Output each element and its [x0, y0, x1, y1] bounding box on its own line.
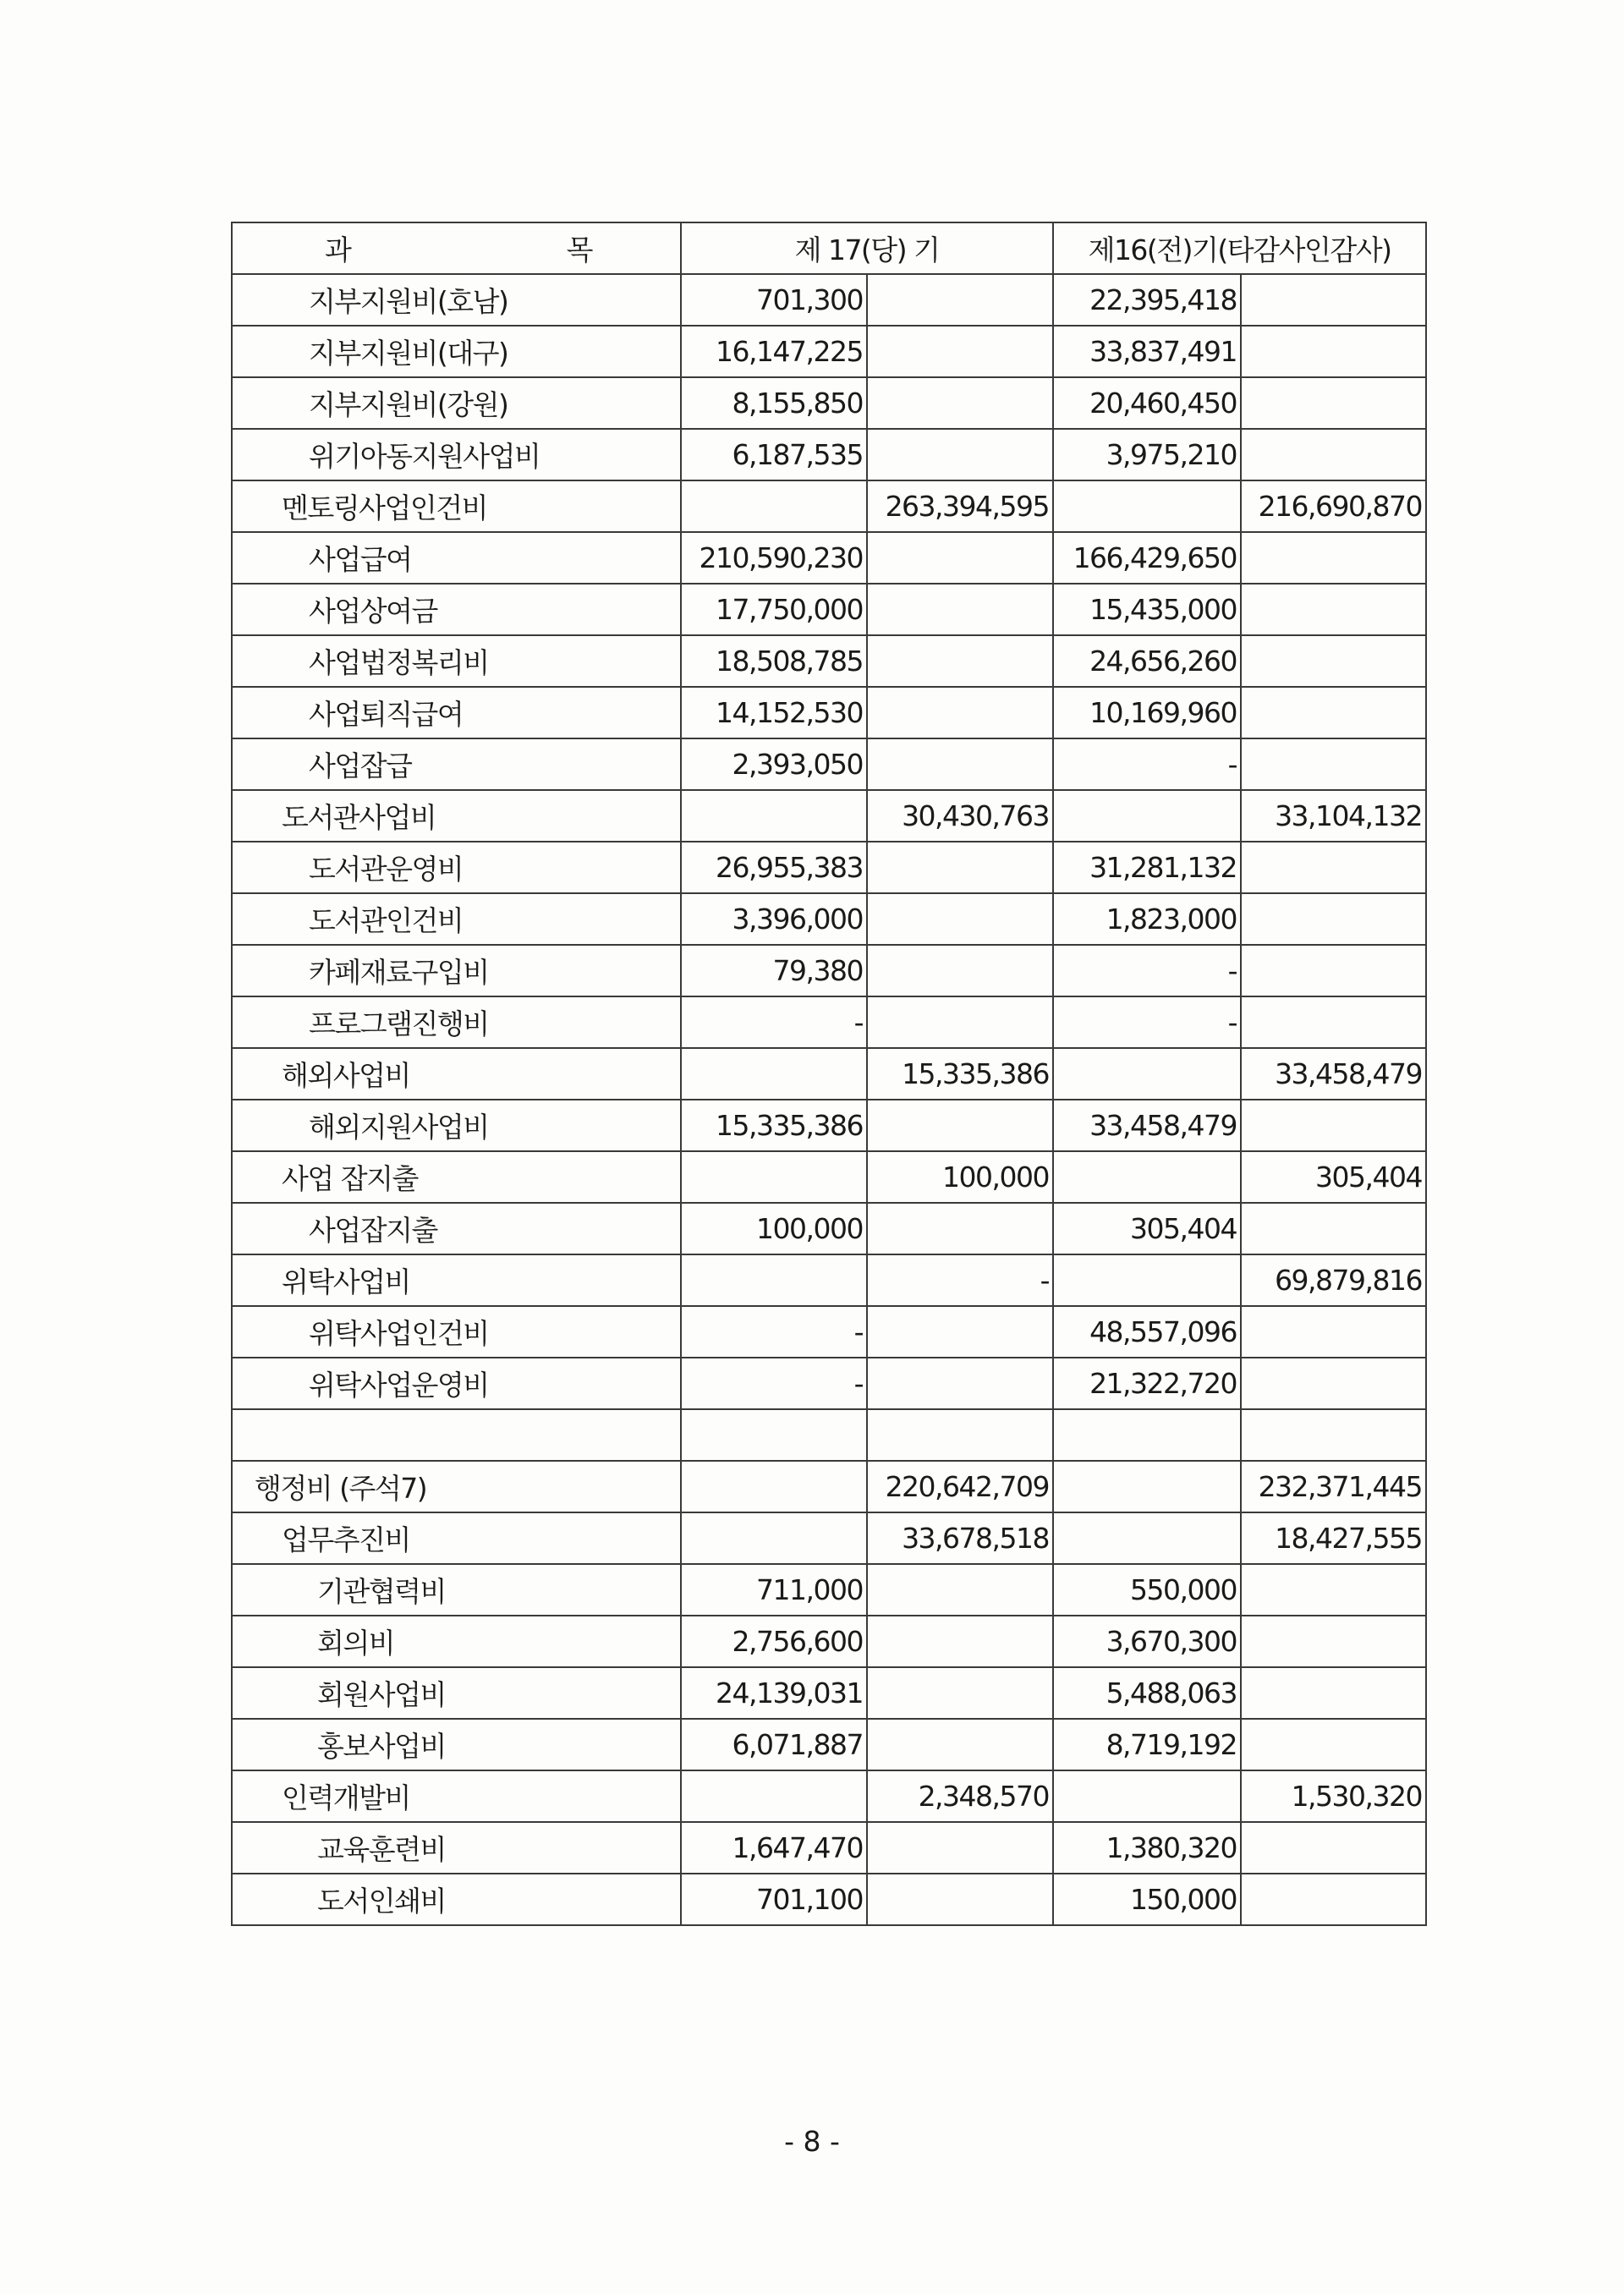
current-detail-amount: 6,187,535 — [681, 429, 867, 480]
table-row — [232, 893, 1426, 945]
row-subject: 교육훈련비 — [232, 1822, 681, 1874]
previous-detail-amount: - — [1053, 738, 1241, 790]
header-subject-left: 과 — [325, 233, 351, 266]
previous-total-amount: 18,427,555 — [1241, 1512, 1426, 1564]
current-total-amount: 263,394,595 — [867, 480, 1053, 532]
previous-detail-amount — [1053, 1770, 1241, 1822]
row-subject: 홍보사업비 — [232, 1719, 681, 1770]
previous-total-amount — [1241, 1564, 1426, 1616]
previous-detail-amount: 31,281,132 — [1053, 842, 1241, 893]
table-row — [232, 1100, 1426, 1151]
previous-detail-amount: 550,000 — [1053, 1564, 1241, 1616]
current-detail-amount: 8,155,850 — [681, 377, 867, 429]
table-row — [232, 1409, 1426, 1461]
table-row — [232, 584, 1426, 635]
previous-detail-amount — [1053, 480, 1241, 532]
previous-total-amount — [1241, 1409, 1426, 1461]
current-detail-amount: 2,393,050 — [681, 738, 867, 790]
current-total-amount — [867, 1874, 1053, 1925]
financial-statement-table — [231, 222, 1427, 1926]
current-detail-amount — [681, 790, 867, 842]
row-subject — [232, 1409, 681, 1461]
previous-total-amount: 69,879,816 — [1241, 1254, 1426, 1306]
current-total-amount — [867, 377, 1053, 429]
previous-total-amount — [1241, 738, 1426, 790]
previous-total-amount — [1241, 377, 1426, 429]
current-total-amount: 100,000 — [867, 1151, 1053, 1203]
previous-total-amount: 216,690,870 — [1241, 480, 1426, 532]
current-detail-amount — [681, 1770, 867, 1822]
table-header-row — [232, 222, 1426, 274]
table-row — [232, 1461, 1426, 1512]
previous-detail-amount: 8,719,192 — [1053, 1719, 1241, 1770]
current-detail-amount — [681, 1151, 867, 1203]
current-total-amount — [867, 532, 1053, 584]
row-subject: 카페재료구입비 — [232, 945, 681, 996]
current-total-amount: - — [867, 1254, 1053, 1306]
row-subject: 위기아동지원사업비 — [232, 429, 681, 480]
current-detail-amount: - — [681, 996, 867, 1048]
previous-total-amount — [1241, 1874, 1426, 1925]
table-row — [232, 1151, 1426, 1203]
row-subject: 사업상여금 — [232, 584, 681, 635]
row-subject: 위탁사업비 — [232, 1254, 681, 1306]
current-total-amount — [867, 738, 1053, 790]
current-detail-amount — [681, 1048, 867, 1100]
table-row — [232, 429, 1426, 480]
current-detail-amount: 711,000 — [681, 1564, 867, 1616]
previous-total-amount — [1241, 893, 1426, 945]
previous-detail-amount: 3,975,210 — [1053, 429, 1241, 480]
row-subject: 사업법정복리비 — [232, 635, 681, 687]
previous-detail-amount: 305,404 — [1053, 1203, 1241, 1254]
row-subject: 프로그램진행비 — [232, 996, 681, 1048]
previous-detail-amount — [1053, 1409, 1241, 1461]
row-subject: 업무추진비 — [232, 1512, 681, 1564]
previous-total-amount: 305,404 — [1241, 1151, 1426, 1203]
row-subject: 도서관운영비 — [232, 842, 681, 893]
table-body — [232, 274, 1426, 1925]
previous-detail-amount: 48,557,096 — [1053, 1306, 1241, 1358]
previous-total-amount — [1241, 687, 1426, 738]
row-subject: 도서인쇄비 — [232, 1874, 681, 1925]
header-previous-period: 제16(전)기(타감사인감사) — [1053, 222, 1426, 274]
row-subject: 사업퇴직급여 — [232, 687, 681, 738]
current-total-amount — [867, 1616, 1053, 1667]
previous-detail-amount: 24,656,260 — [1053, 635, 1241, 687]
previous-total-amount — [1241, 584, 1426, 635]
current-total-amount — [867, 842, 1053, 893]
page-number: - 8 - — [784, 2125, 840, 2158]
current-total-amount: 2,348,570 — [867, 1770, 1053, 1822]
previous-detail-amount: 33,458,479 — [1053, 1100, 1241, 1151]
previous-detail-amount: 20,460,450 — [1053, 377, 1241, 429]
previous-total-amount — [1241, 945, 1426, 996]
row-subject: 사업잡급 — [232, 738, 681, 790]
current-detail-amount — [681, 1409, 867, 1461]
current-detail-amount: 701,100 — [681, 1874, 867, 1925]
table-row — [232, 842, 1426, 893]
current-total-amount — [867, 584, 1053, 635]
previous-detail-amount: 3,670,300 — [1053, 1616, 1241, 1667]
table-row — [232, 532, 1426, 584]
current-detail-amount: - — [681, 1306, 867, 1358]
table-row — [232, 1564, 1426, 1616]
current-total-amount — [867, 326, 1053, 377]
current-detail-amount — [681, 480, 867, 532]
row-subject: 멘토링사업인건비 — [232, 480, 681, 532]
previous-detail-amount: 166,429,650 — [1053, 532, 1241, 584]
previous-detail-amount — [1053, 1461, 1241, 1512]
table-row — [232, 1306, 1426, 1358]
previous-total-amount — [1241, 1100, 1426, 1151]
row-subject: 해외지원사업비 — [232, 1100, 681, 1151]
previous-detail-amount — [1053, 1048, 1241, 1100]
current-total-amount — [867, 1667, 1053, 1719]
previous-total-amount — [1241, 326, 1426, 377]
current-total-amount — [867, 429, 1053, 480]
previous-total-amount — [1241, 1719, 1426, 1770]
current-total-amount — [867, 893, 1053, 945]
current-detail-amount: 6,071,887 — [681, 1719, 867, 1770]
current-detail-amount: 16,147,225 — [681, 326, 867, 377]
row-subject: 인력개발비 — [232, 1770, 681, 1822]
header-subject-right: 목 — [566, 233, 592, 266]
previous-detail-amount: 15,435,000 — [1053, 584, 1241, 635]
row-subject: 회의비 — [232, 1616, 681, 1667]
table-row — [232, 1254, 1426, 1306]
previous-detail-amount: - — [1053, 945, 1241, 996]
table-row — [232, 687, 1426, 738]
previous-total-amount — [1241, 635, 1426, 687]
current-total-amount: 30,430,763 — [867, 790, 1053, 842]
row-subject: 도서관사업비 — [232, 790, 681, 842]
table-row — [232, 1203, 1426, 1254]
current-detail-amount: 17,750,000 — [681, 584, 867, 635]
current-detail-amount: 3,396,000 — [681, 893, 867, 945]
previous-total-amount — [1241, 1667, 1426, 1719]
current-total-amount — [867, 1409, 1053, 1461]
previous-detail-amount: 1,823,000 — [1053, 893, 1241, 945]
row-subject: 위탁사업운영비 — [232, 1358, 681, 1409]
previous-total-amount: 33,458,479 — [1241, 1048, 1426, 1100]
current-detail-amount: 26,955,383 — [681, 842, 867, 893]
current-detail-amount: 2,756,600 — [681, 1616, 867, 1667]
previous-detail-amount: 33,837,491 — [1053, 326, 1241, 377]
previous-detail-amount: 22,395,418 — [1053, 274, 1241, 326]
previous-detail-amount — [1053, 1151, 1241, 1203]
row-subject: 회원사업비 — [232, 1667, 681, 1719]
previous-total-amount — [1241, 274, 1426, 326]
table-row — [232, 326, 1426, 377]
table-row — [232, 1667, 1426, 1719]
row-subject: 지부지원비(호남) — [232, 274, 681, 326]
row-subject: 지부지원비(강원) — [232, 377, 681, 429]
row-subject: 사업잡지출 — [232, 1203, 681, 1254]
current-detail-amount: 1,647,470 — [681, 1822, 867, 1874]
current-total-amount — [867, 635, 1053, 687]
current-total-amount — [867, 1306, 1053, 1358]
current-detail-amount: 18,508,785 — [681, 635, 867, 687]
current-detail-amount — [681, 1254, 867, 1306]
table-row — [232, 1048, 1426, 1100]
table-row — [232, 1770, 1426, 1822]
current-total-amount — [867, 1100, 1053, 1151]
table-row — [232, 790, 1426, 842]
current-detail-amount — [681, 1461, 867, 1512]
table-row — [232, 945, 1426, 996]
previous-detail-amount: 21,322,720 — [1053, 1358, 1241, 1409]
previous-total-amount: 1,530,320 — [1241, 1770, 1426, 1822]
current-total-amount — [867, 274, 1053, 326]
current-total-amount: 220,642,709 — [867, 1461, 1053, 1512]
previous-total-amount — [1241, 1203, 1426, 1254]
row-subject: 위탁사업인건비 — [232, 1306, 681, 1358]
current-total-amount: 15,335,386 — [867, 1048, 1053, 1100]
current-total-amount — [867, 1203, 1053, 1254]
row-subject: 사업 잡지출 — [232, 1151, 681, 1203]
header-current-period: 제 17(당) 기 — [681, 222, 1053, 274]
previous-total-amount — [1241, 1358, 1426, 1409]
current-total-amount — [867, 1358, 1053, 1409]
current-detail-amount: 24,139,031 — [681, 1667, 867, 1719]
table-row — [232, 1512, 1426, 1564]
table-row — [232, 1719, 1426, 1770]
previous-total-amount — [1241, 532, 1426, 584]
current-detail-amount: 79,380 — [681, 945, 867, 996]
previous-total-amount — [1241, 429, 1426, 480]
previous-detail-amount — [1053, 1512, 1241, 1564]
previous-detail-amount: - — [1053, 996, 1241, 1048]
row-subject: 지부지원비(대구) — [232, 326, 681, 377]
previous-total-amount: 232,371,445 — [1241, 1461, 1426, 1512]
current-detail-amount — [681, 1512, 867, 1564]
table-row — [232, 996, 1426, 1048]
current-total-amount — [867, 945, 1053, 996]
row-subject: 사업급여 — [232, 532, 681, 584]
current-total-amount — [867, 1719, 1053, 1770]
table-row — [232, 738, 1426, 790]
previous-total-amount — [1241, 1616, 1426, 1667]
previous-total-amount — [1241, 1306, 1426, 1358]
table-row — [232, 1616, 1426, 1667]
previous-detail-amount: 10,169,960 — [1053, 687, 1241, 738]
table-row — [232, 1874, 1426, 1925]
previous-detail-amount: 5,488,063 — [1053, 1667, 1241, 1719]
previous-detail-amount — [1053, 790, 1241, 842]
table-row — [232, 377, 1426, 429]
current-total-amount — [867, 1564, 1053, 1616]
table-row — [232, 480, 1426, 532]
current-total-amount — [867, 687, 1053, 738]
row-subject: 해외사업비 — [232, 1048, 681, 1100]
previous-detail-amount: 1,380,320 — [1053, 1822, 1241, 1874]
current-detail-amount: 14,152,530 — [681, 687, 867, 738]
current-detail-amount: 15,335,386 — [681, 1100, 867, 1151]
header-subject — [232, 222, 681, 274]
row-subject: 행정비 (주석7) — [232, 1461, 681, 1512]
row-subject: 도서관인건비 — [232, 893, 681, 945]
previous-detail-amount: 150,000 — [1053, 1874, 1241, 1925]
previous-total-amount — [1241, 1822, 1426, 1874]
previous-total-amount — [1241, 996, 1426, 1048]
current-detail-amount: - — [681, 1358, 867, 1409]
current-total-amount: 33,678,518 — [867, 1512, 1053, 1564]
table-row — [232, 274, 1426, 326]
current-detail-amount: 701,300 — [681, 274, 867, 326]
previous-total-amount — [1241, 842, 1426, 893]
table-row — [232, 1358, 1426, 1409]
current-total-amount — [867, 996, 1053, 1048]
current-total-amount — [867, 1822, 1053, 1874]
previous-detail-amount — [1053, 1254, 1241, 1306]
previous-total-amount: 33,104,132 — [1241, 790, 1426, 842]
current-detail-amount: 100,000 — [681, 1203, 867, 1254]
table-row — [232, 635, 1426, 687]
table-row — [232, 1822, 1426, 1874]
row-subject: 기관협력비 — [232, 1564, 681, 1616]
current-detail-amount: 210,590,230 — [681, 532, 867, 584]
